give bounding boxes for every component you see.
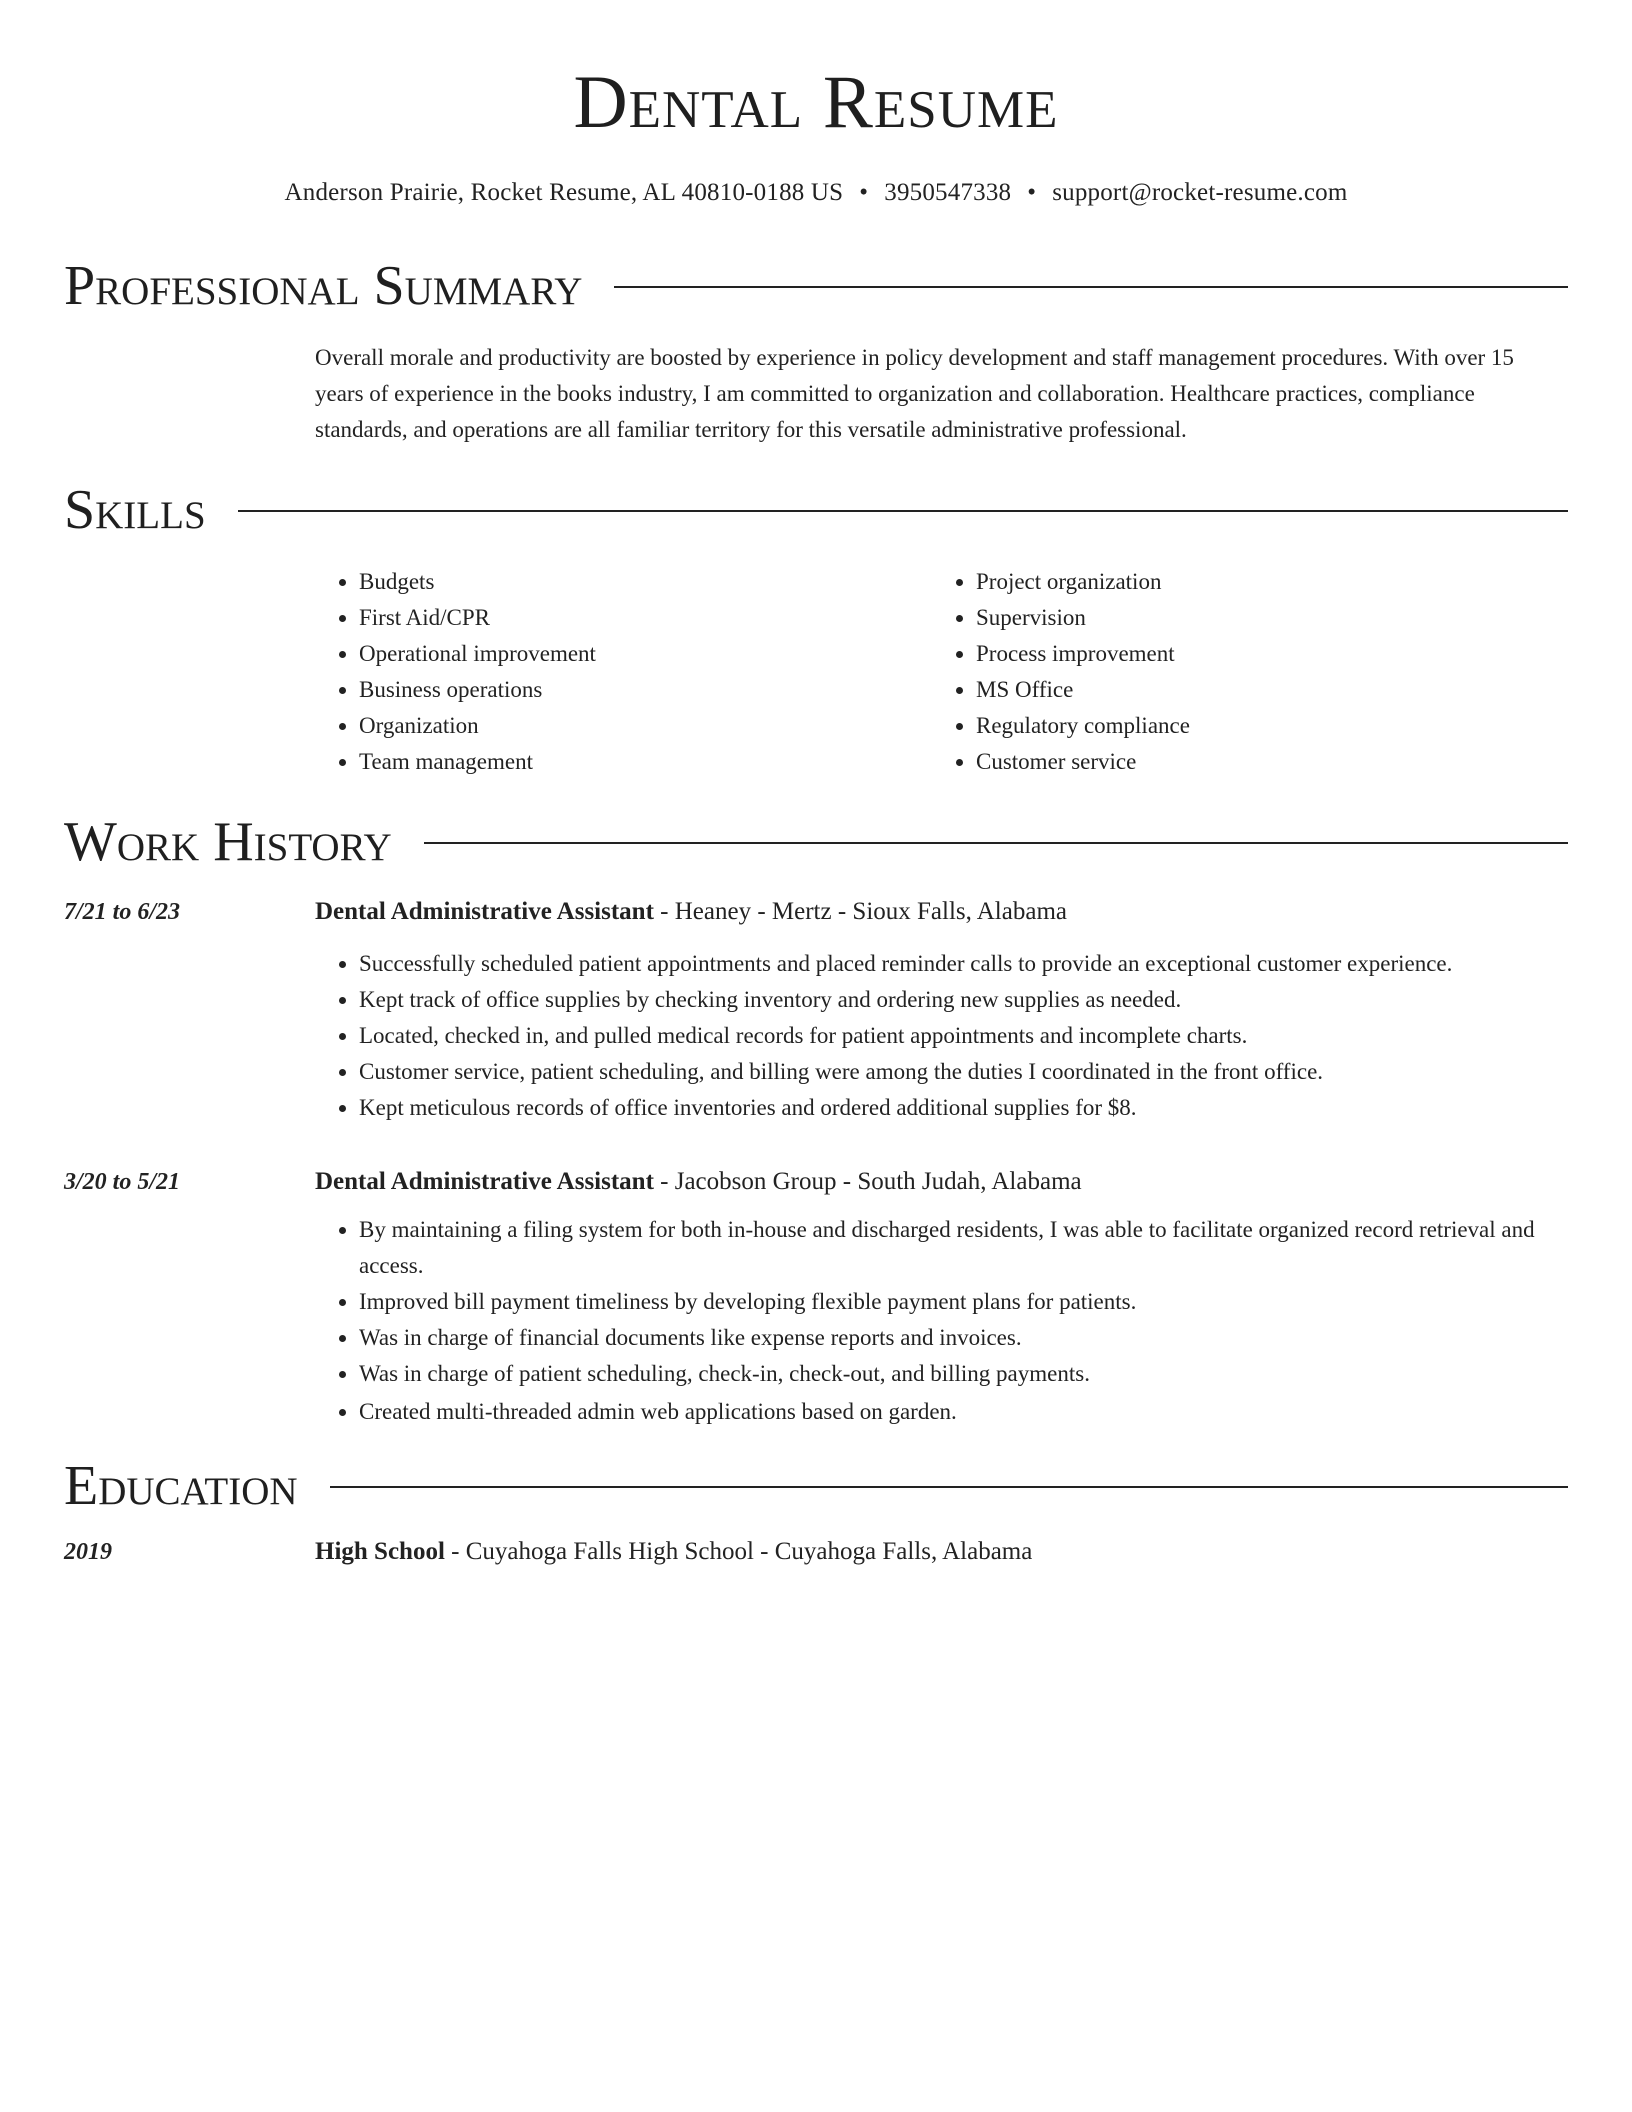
- summary-heading: Professional Summary: [64, 255, 583, 317]
- education-entry: [64, 1534, 1568, 1570]
- work-heading: Work History: [64, 811, 392, 873]
- job-bullet: • Was in charge of financial documents like expense reports and invoices.: [359, 1320, 1568, 1356]
- contact-separator: •: [1027, 179, 1037, 206]
- job-details: - Heaney - Mertz - Sioux Falls, Alabama: [653, 898, 1067, 925]
- job-details: - Jacobson Group - South Judah, Alabama: [653, 1168, 1082, 1195]
- contact-email: support@rocket-resume.com: [1052, 179, 1348, 206]
- section-divider: [424, 842, 1568, 844]
- skills-heading: Skills: [64, 479, 206, 541]
- job-bullet: • Successfully scheduled patient appointments and placed reminder calls to provide an exceptional customer experience.: [359, 946, 1568, 982]
- skills-list: [315, 564, 1568, 780]
- education-heading-line: [315, 1534, 1568, 1570]
- resume-title: Dental Resume: [573, 61, 1059, 144]
- contact-address: Anderson Prairie, Rocket Resume, AL 40810-0188 US: [284, 179, 844, 206]
- job-entry: [64, 1164, 1568, 1430]
- skill-item: • Operational improvement: [359, 636, 932, 672]
- job-title: Dental Administrative Assistant: [315, 1168, 654, 1195]
- job-entry: [64, 894, 1568, 1126]
- skill-item: • Budgets: [359, 564, 932, 600]
- job-heading: [315, 894, 1568, 930]
- skills-section-header: [64, 476, 1568, 544]
- skill-item: • Organization: [359, 708, 932, 744]
- job-dates: 3/20 to 5/21: [64, 1169, 181, 1195]
- education-degree: High School: [315, 1538, 445, 1565]
- skills-column-left: [315, 564, 932, 780]
- summary-text: Overall morale and productivity are boosted by experience in policy development and staff management procedures. With over 15 years of experience in the books industry, I am committed to organization and collaboration. Healthcare practices, compliance standards, and operations are all familiar territory for this versatile administrative professional.: [315, 345, 1514, 442]
- skill-item: • First Aid/CPR: [359, 600, 932, 636]
- section-divider: [330, 1486, 1568, 1488]
- skill-item: • Customer service: [976, 744, 1549, 780]
- summary-section-header: [64, 252, 1568, 320]
- education-section-header: [64, 1452, 1568, 1520]
- work-section-header: [64, 808, 1568, 876]
- education-heading: Education: [64, 1455, 298, 1517]
- skill-item: • Supervision: [976, 600, 1549, 636]
- job-bullets: [315, 946, 1568, 1126]
- skill-item: • Business operations: [359, 672, 932, 708]
- job-bullet: • Located, checked in, and pulled medical records for patient appointments and incomplete charts.: [359, 1018, 1568, 1054]
- skill-item: • Process improvement: [976, 636, 1549, 672]
- job-bullet: • Kept track of office supplies by checking inventory and ordering new supplies as needed.: [359, 982, 1568, 1018]
- skill-item: • Regulatory compliance: [976, 708, 1549, 744]
- job-bullet: • Was in charge of patient scheduling, check-in, check-out, and billing payments.: [359, 1356, 1568, 1392]
- skill-item: • MS Office: [976, 672, 1549, 708]
- job-body: [315, 894, 1568, 1126]
- job-bullet: • Improved bill payment timeliness by developing flexible payment plans for patients.: [359, 1284, 1568, 1320]
- resume-page: [64, 0, 1568, 1570]
- contact-separator: •: [859, 179, 869, 206]
- job-heading: [315, 1164, 1568, 1200]
- job-title: Dental Administrative Assistant: [315, 898, 654, 925]
- section-divider: [238, 510, 1568, 512]
- skills-column-right: [932, 564, 1549, 780]
- skill-item: • Team management: [359, 744, 932, 780]
- job-bullet: • Created multi-threaded admin web applications based on garden.: [359, 1394, 1568, 1430]
- job-body: [315, 1164, 1568, 1430]
- education-year: 2019: [64, 1539, 112, 1565]
- job-bullet: • Customer service, patient scheduling, and billing were among the duties I coordinated in the front office.: [359, 1054, 1568, 1090]
- education-body: [315, 1534, 1568, 1570]
- job-bullets: [315, 1212, 1568, 1430]
- contact-line: [64, 178, 1568, 208]
- job-bullet: • By maintaining a filing system for both in-house and discharged residents, I was able to facilitate organized record retrieval and access.: [359, 1212, 1568, 1284]
- section-divider: [614, 286, 1568, 288]
- job-bullet: • Kept meticulous records of office inventories and ordered additional supplies for $8.: [359, 1090, 1568, 1126]
- education-details: - Cuyahoga Falls High School - Cuyahoga Falls, Alabama: [444, 1538, 1033, 1565]
- job-dates: 7/21 to 6/23: [64, 899, 181, 925]
- skill-item: • Project organization: [976, 564, 1549, 600]
- contact-phone: 3950547338: [884, 179, 1012, 206]
